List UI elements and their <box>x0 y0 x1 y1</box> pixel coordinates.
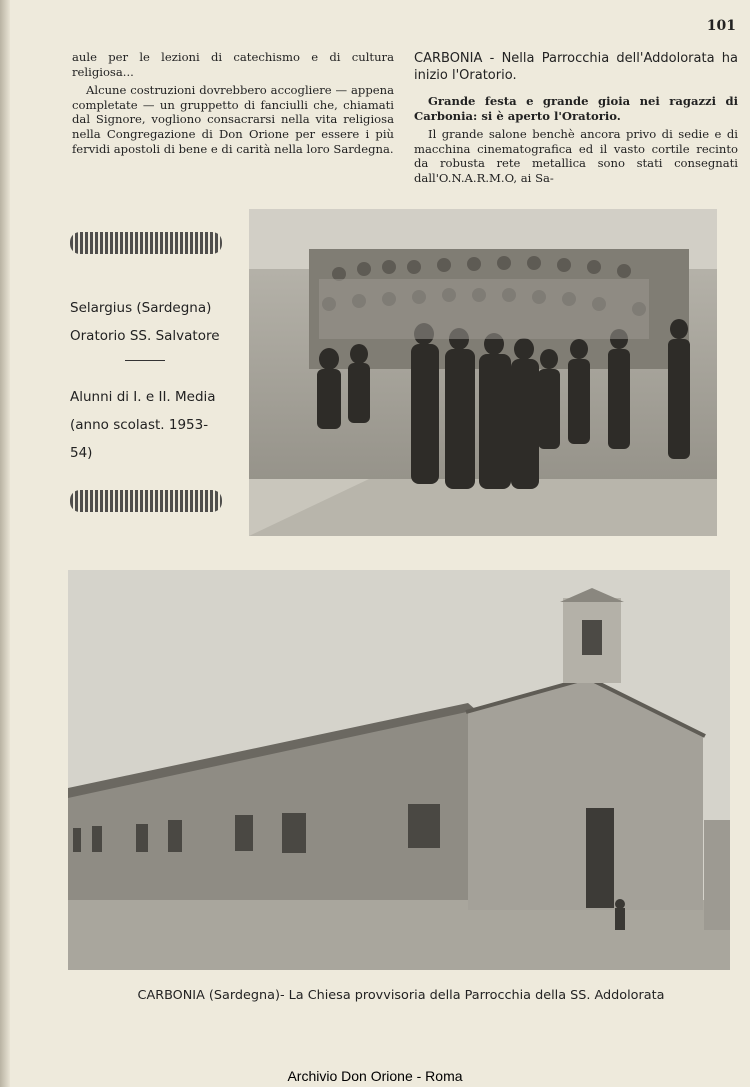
left-paragraph-1: aule per le lezioni di catechismo e di cultura religiosa... <box>72 50 394 79</box>
left-text-column <box>72 50 394 160</box>
group-photo <box>249 209 717 536</box>
caption-location: Selargius (Sardegna) <box>70 300 212 316</box>
page-binding-edge <box>0 0 10 1087</box>
caption-students: Alunni di I. e II. Media <box>70 389 216 405</box>
ornament-divider <box>70 232 222 254</box>
left-paragraph-2: Alcune costruzioni dovrebbero accogliere — appena completate — un gruppetto di fanciulli che, chiamati dal Signore, vogliono consacrarsi nella vita religiosa nella Congregazione di Don Orione per essere i più fervidi apostoli di bene e di carità nella loro Sardegna. <box>72 83 394 156</box>
church-photo-caption: CARBONIA (Sardegna)- La Chiesa provvisoria della Parrocchia della SS. Addolorata <box>137 988 665 1003</box>
archive-footer: Archivio Don Orione - Roma <box>287 1068 463 1084</box>
church-photo <box>68 570 730 970</box>
ornament-divider <box>70 490 222 512</box>
article-heading: CARBONIA - Nella Parrocchia dell'Addolorata ha inizio l'Oratorio. <box>414 51 738 83</box>
right-paragraph-1: Grande festa e grande gioia nei ragazzi di Carbonia: si è aperto l'Oratorio. <box>414 94 738 123</box>
photo1-caption <box>70 232 230 467</box>
caption-place: Oratorio SS. Salvatore <box>70 328 220 344</box>
right-text-column <box>414 50 738 190</box>
right-paragraph-2: Il grande salone benchè ancora privo di sedie e di macchina cinematografica ed il vasto cortile recinto da robusta rete metallica sono stati consegnati dall'O.N.A.R.M.O, ai Sa- <box>414 127 738 185</box>
caption-year: (anno scolast. 1953-54) <box>70 417 209 461</box>
caption-rule <box>125 360 165 361</box>
page-number: 101 <box>706 18 736 34</box>
